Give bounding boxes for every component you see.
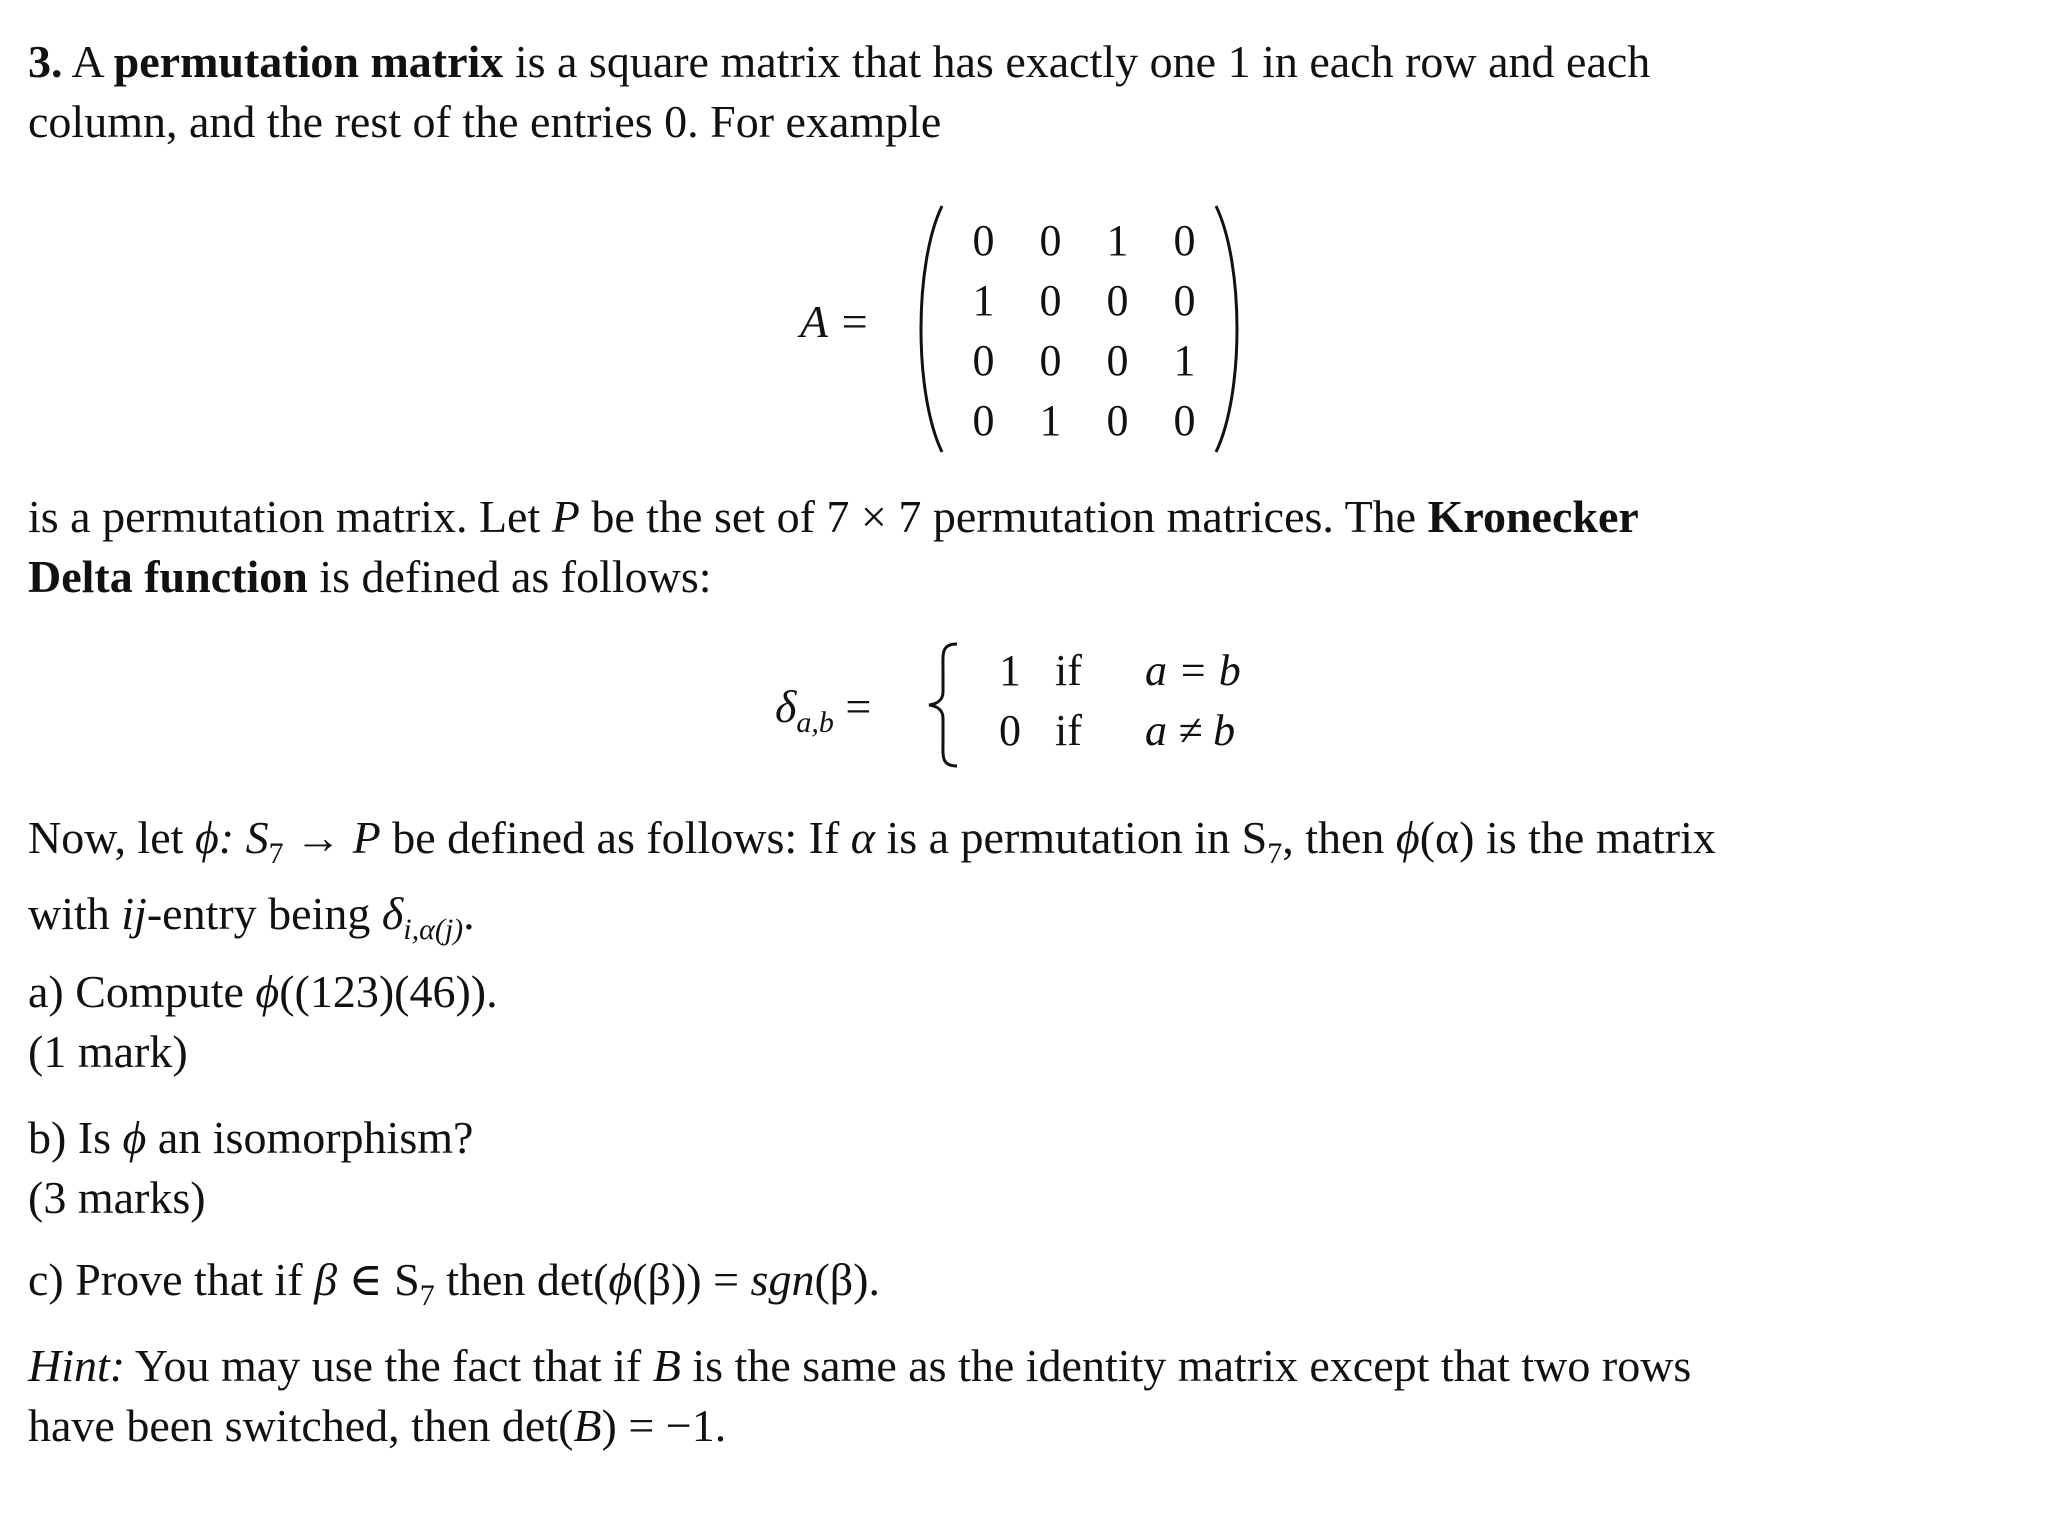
matrix-row: 0 0 1 0 — [972, 215, 1196, 265]
part-c: c) Prove that if β ∈ $S_7$ then det(ϕ(β)) = sgn(β). — [28, 1254, 880, 1312]
term-delta-function: Delta function — [28, 551, 308, 602]
part-b-marks: (3 marks) — [28, 1172, 206, 1223]
phi-definition-paragraph: Now, let ϕ: $S_7 \to P$ be defined as follows: If α is a permutation in $S_7$, then ϕ(α) is the matrix with ij-entry being $\delta_{i,\alpha(j)}$. — [28, 812, 1716, 946]
part-a-marks: (1 mark) — [28, 1026, 188, 1077]
part-a: a) Compute ϕ((123)(46)). (1 mark) — [28, 966, 498, 1077]
hint-label: Hint: — [28, 1340, 126, 1391]
matrix-row: 1 0 0 0 — [972, 275, 1196, 325]
matrix-grid — [950, 210, 1230, 450]
matrix-label: A = — [800, 296, 870, 347]
kronecker-delta-definition — [775, 640, 1335, 770]
matrix-row: 0 0 0 1 — [972, 335, 1196, 385]
left-brace — [923, 640, 963, 770]
matrix-row: 0 1 0 0 — [972, 395, 1196, 445]
case-row: 0 if a ≠ b — [999, 706, 1236, 755]
hint-paragraph: Hint: You may use the fact that if B is the same as the identity matrix except that two rows have been switched, then det(B) = −1. — [28, 1340, 1692, 1451]
permutation-matrix-example — [800, 200, 1250, 460]
term-permutation-matrix: permutation matrix — [113, 36, 504, 87]
part-b: b) Is ϕ an isomorphism? (3 marks) — [28, 1112, 474, 1223]
term-kronecker: Kronecker — [1427, 491, 1639, 542]
right-paren — [1210, 204, 1250, 454]
problem-number: 3. — [28, 36, 63, 87]
delta-label: $\delta_{a,b}$ = — [775, 681, 872, 739]
case-row: 1 if a = b — [999, 646, 1241, 695]
kronecker-paragraph: is a permutation matrix. Let P be the set of 7 × 7 permutation matrices. The Kronecker Delta function is defined as follows: — [28, 491, 1639, 602]
intro-paragraph: 3. A permutation matrix is a square matrix that has exactly one 1 in each row and each column, and the rest of the entries 0. For example — [28, 36, 1651, 147]
left-paren — [908, 204, 948, 454]
